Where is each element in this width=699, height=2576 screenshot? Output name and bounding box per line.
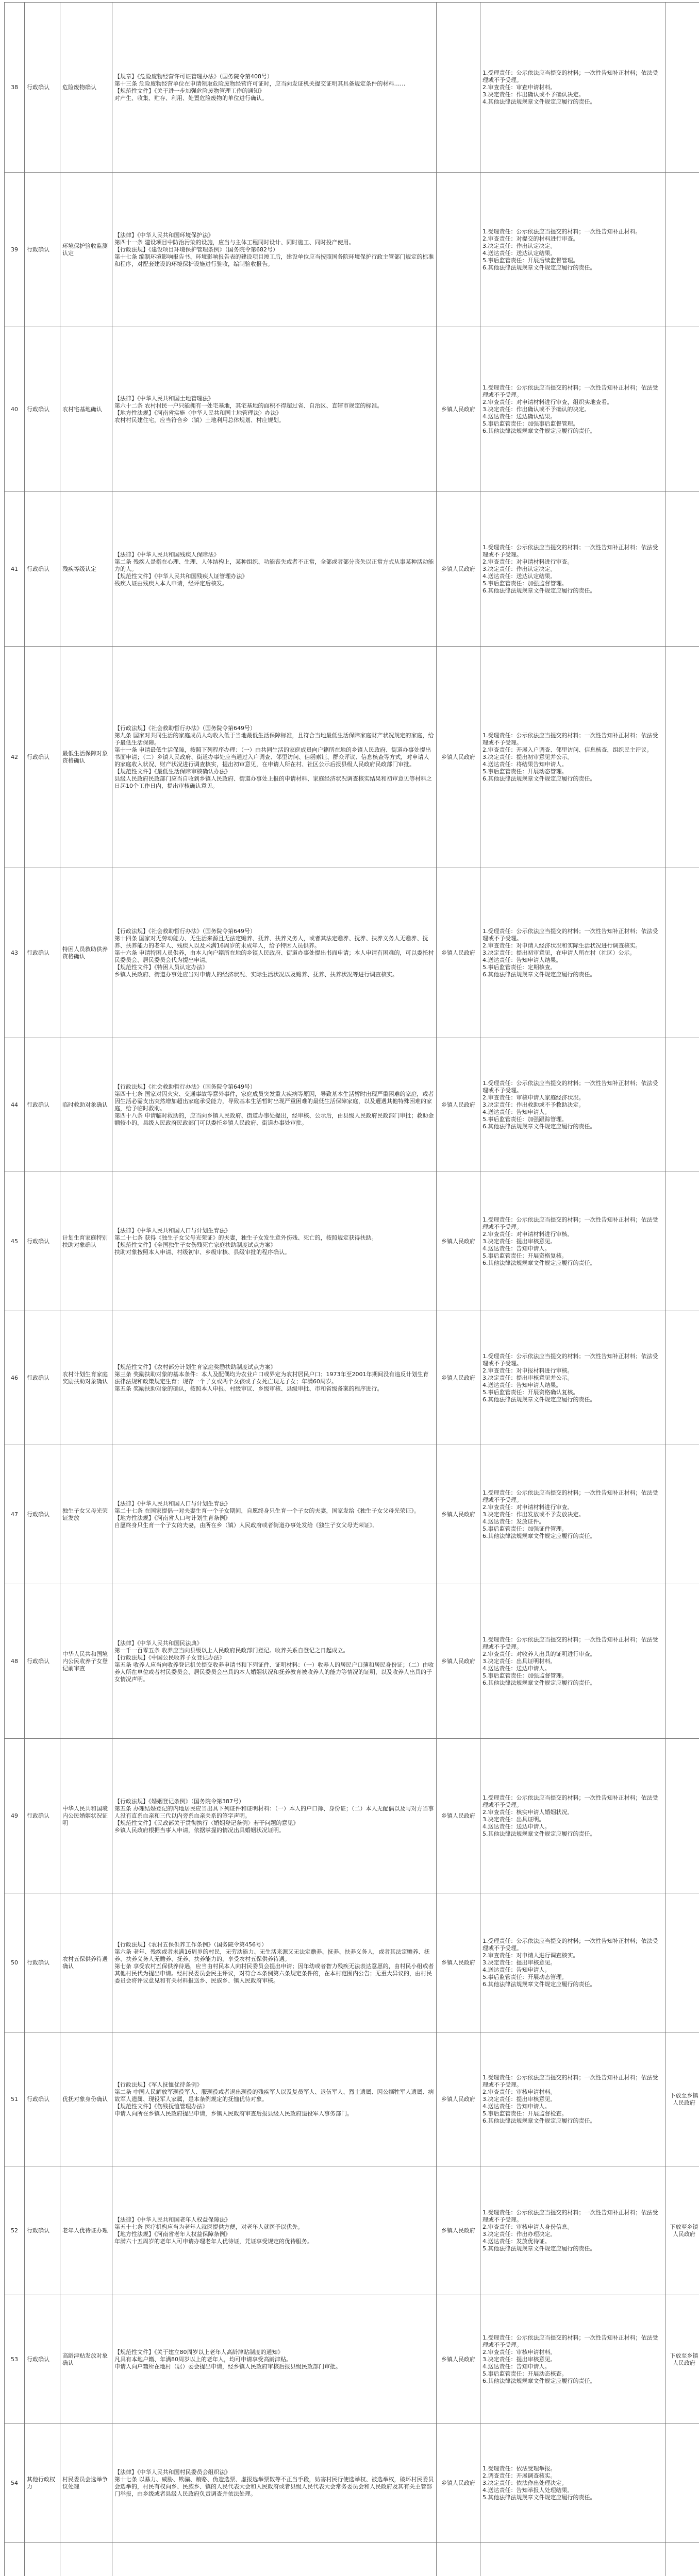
responsibility-cell	[480, 2166, 665, 2295]
row-number	[5, 173, 25, 327]
row-number-text: 54	[11, 2479, 18, 2486]
legal-basis-cell	[112, 868, 437, 1038]
responsibility-cell	[480, 2424, 665, 2543]
legal-basis-cell	[112, 1584, 437, 1739]
item-name-cell	[60, 1893, 112, 2032]
category-cell	[25, 1311, 60, 1445]
row-number	[5, 647, 25, 868]
row-number	[5, 1311, 25, 1445]
responsibility-cell	[480, 2032, 665, 2166]
implementing-body-cell	[437, 2295, 480, 2424]
category-cell-text: 其他行政权力	[27, 2476, 55, 2490]
item-name-cell	[60, 1311, 112, 1445]
item-name-cell-text: 计划生育家庭特别扶助对象确认	[62, 1234, 108, 1248]
responsibility-cell	[480, 1172, 665, 1311]
item-name-cell	[60, 3, 112, 173]
category-cell-text: 行政确认	[27, 1101, 49, 1108]
item-name-cell-text: 危险废物确认	[62, 83, 96, 91]
table-row	[5, 1038, 699, 1172]
category-cell	[25, 647, 60, 868]
legal-basis-cell	[112, 2424, 437, 2543]
table-row	[5, 3, 699, 173]
implementing-body-cell-text: 乡镇人民政府	[441, 1101, 475, 1108]
category-cell	[25, 3, 60, 173]
item-name-cell-text: 老年人优待证办理	[62, 2227, 108, 2234]
category-cell-text: 行政确认	[27, 753, 49, 760]
legal-basis-cell	[112, 492, 437, 647]
row-number	[5, 3, 25, 173]
table-row	[5, 2032, 699, 2166]
item-name-cell-text: 中华人民共和国境内公民婚姻状况证明	[62, 1805, 108, 1826]
responsibility-cell	[480, 1311, 665, 1445]
legal-basis-cell	[112, 1893, 437, 2032]
legal-basis-cell-text: 【行政法规】《社会救助暂行办法》（国务院令第649号） 第四十七条 国家对因火灾、交通事故等意外事件，家庭成员突发重大疾病等原因，导致基本生活暂时出现严重困难的家庭，或者因生活必需支出突然增加超出家庭承受能力，导致基本生活暂时出现严重困难的最低生活保障家庭，以及遭遇其他特殊困难的家庭，给予临时救助。 第四十八条 申请临时救助的，应当向乡镇人民政府、街道办事处提出，经审核、公示后，由县级人民政府民政部门审批；救助金额较小的，县级人民政府民政部门可以委托乡镇人民政府、街道办事处审批。	[114, 1083, 434, 1126]
row-number	[5, 327, 25, 492]
legal-basis-cell	[112, 1445, 437, 1584]
implementing-body-cell	[437, 1584, 480, 1739]
category-cell-text: 行政确认	[27, 2355, 49, 2363]
responsibility-cell-text: 1.受理责任：公示依法应当提交的材料；一次性告知补正材料；依法受理或不予受理。 2.审查责任：对申请材料进行审查，组织实地查看。 3.决定责任：作出确认或不予确认的决定。 4.送达责任：送达确认结果。 5.事后监管责任：加强事后监督管理。 6.其他法律法规规章文件规定应履行的责任。	[482, 384, 658, 434]
item-name-cell	[60, 173, 112, 327]
remark-cell	[665, 2032, 699, 2166]
item-name-cell	[60, 1038, 112, 1172]
row-number-text: 53	[11, 2355, 18, 2363]
implementing-body-cell	[437, 492, 480, 647]
legal-basis-cell	[112, 173, 437, 327]
responsibility-cell	[480, 1038, 665, 1172]
power-list-table	[4, 2, 699, 2576]
category-cell	[25, 2295, 60, 2424]
item-name-cell	[60, 1445, 112, 1584]
implementing-body-cell	[437, 173, 480, 327]
row-number-text: 41	[11, 565, 18, 572]
item-name-cell	[60, 647, 112, 868]
category-cell-text: 行政确认	[27, 2227, 49, 2234]
implementing-body-cell	[437, 2166, 480, 2295]
responsibility-cell	[480, 3, 665, 173]
implementing-body-cell-text: 乡镇人民政府	[441, 1959, 475, 1966]
responsibility-cell-text: 1.受理责任：公示依法应当提交的材料；一次性告知补正材料；依法受理或不予受理。 2.审查责任：审查申请材料。 3.决定责任：作出确认或不予确认决定。 4.其他法律法规规章文件规定应履行的责任。	[482, 69, 658, 105]
implementing-body-cell	[437, 1172, 480, 1311]
legal-basis-cell-text: 【法律】《中华人民共和国残疾人保障法》 第二条 残疾人是指在心理、生理、人体结构上，某种组织、功能丧失或者不正常，全部或者部分丧失以正常方式从事某种活动能力的人。 【规范性文件】《中华人民共和国残疾人证管理办法》 残疾人证由残疾人本人申请，经评定后核发。	[114, 551, 434, 587]
category-cell-text: 行政确认	[27, 1657, 49, 1665]
remark-cell-text: 下放至乡镇人民政府	[670, 2352, 698, 2366]
row-number	[5, 868, 25, 1038]
remark-cell	[665, 327, 699, 492]
category-cell	[25, 1172, 60, 1311]
table-row	[5, 1311, 699, 1445]
implementing-body-cell-text: 乡镇人民政府	[441, 405, 475, 413]
responsibility-cell	[480, 868, 665, 1038]
implementing-body-cell	[437, 1038, 480, 1172]
responsibility-cell-text: 1.受理责任：公示依法应当提交的材料；一次性告知补正材料；依法受理或不予受理。 2.审查责任：审核申请人家庭经济状况。 3.决定责任：作出救助或不予救助决定。 4.送达责任：告知申请人。 5.事后监管责任：加强跟踪管理。 6.其他法律法规规章文件规定应履行的责任。	[482, 1079, 658, 1130]
implementing-body-cell-text: 乡镇人民政府	[441, 2227, 475, 2234]
responsibility-cell-text: 1.受理责任：公示依法应当提交的材料；一次性告知补正材料；依法受理或不予受理。 2.审查责任：核实申请人婚姻状况。 3.决定责任：出具证明。 4.送达责任：送达申请人。 5.其他法律法规规章文件规定应履行的责任。	[482, 1794, 658, 1837]
remark-cell	[665, 2543, 699, 2576]
legal-basis-cell-text: 【法律】《中华人民共和国人口与计划生育法》 第二十七条 在国家提倡一对夫妻生育一个子女期间，自愿终身只生育一个子女的夫妻，国家发给《独生子女父母光荣证》。 【地方性法规】《河南省人口与计划生育条例》 自愿终身只生育一个子女的夫妻，由所在乡（镇）人民政府或者街道办事处发给《独生子女父母光荣证》。	[114, 1500, 420, 1529]
implementing-body-cell	[437, 1445, 480, 1584]
category-cell	[25, 2424, 60, 2543]
implementing-body-cell	[437, 2543, 480, 2576]
category-cell	[25, 2543, 60, 2576]
remark-cell-text: 下放至乡镇人民政府	[670, 2223, 698, 2238]
responsibility-cell-text: 1.受理责任：公示依法应当提交的材料；一次性告知补正材料；依法受理或不予受理。 2.审查责任：审核申请材料。 3.决定责任：提出审核意见。 4.送达责任：告知申请人。 5.事后监管责任：开展动态核查。 6.其他法律法规规章文件规定应履行的责任。	[482, 2334, 658, 2384]
table-row	[5, 2295, 699, 2424]
responsibility-cell	[480, 327, 665, 492]
table-row	[5, 327, 699, 492]
implementing-body-cell	[437, 1739, 480, 1893]
implementing-body-cell-text: 乡镇人民政府	[441, 1238, 475, 1245]
legal-basis-cell-text: 【法律】《中华人民共和国民法典》 第一千一百零五条 收养应当向县级以上人民政府民政部门登记。收养关系自登记之日起成立。 【行政法规】《中国公民收养子女登记办法》 第五条 收养人应当向收养登记机关提交收养申请书和下列证件、证明材料：（一）收养人的居民户口簿和居民身份证；（二）由收养人所在单位或者村民委员会、居民委员会出具的本人婚姻状况和抚养教育被收养人的能力等情况的证明，以及收养人出具的子女情况声明。	[114, 1639, 434, 1683]
responsibility-cell-text: 1.受理责任：公示依法应当提交的材料；一次性告知补正材料。 2.审查责任：对提交的材料进行审查。 3.决定责任：作出认定决定。 4.送达责任：送达认定结果。 5.事后监管责任：开展后续监督管理。 6.其他法律法规规章文件规定应履行的责任。	[482, 228, 641, 271]
legal-basis-cell	[112, 3, 437, 173]
remark-cell	[665, 1893, 699, 2032]
category-cell	[25, 492, 60, 647]
table-row	[5, 1172, 699, 1311]
remark-cell	[665, 173, 699, 327]
category-cell	[25, 173, 60, 327]
implementing-body-cell-text: 乡镇人民政府	[441, 753, 475, 760]
item-name-cell-text: 中华人民共和国境内公民收养子女登记前审查	[62, 1650, 108, 1672]
item-name-cell-text: 临时救助对象确认	[62, 1101, 108, 1108]
responsibility-cell-text: 1.受理责任：公示依法应当提交的材料；一次性告知补正材料；依法受理或不予受理。 2.审查责任：对申请人进行调查核实。 3.决定责任：提出审核意见。 4.送达责任：告知申请人。 5.事后监管责任：开展动态管理。 6.其他法律法规规章文件规定应履行的责任。	[482, 1937, 658, 1988]
remark-cell	[665, 1584, 699, 1739]
category-cell-text: 行政确认	[27, 2095, 49, 2103]
legal-basis-cell-text: 【行政法规】《农村五保供养工作条例》（国务院令第456号） 第六条 老年、残疾或者未满16周岁的村民，无劳动能力、无生活来源又无法定赡养、抚养、扶养义务人，或者其法定赡养、抚养、扶养义务人无赡养、抚养、扶养能力的，享受农村五保供养待遇。 第七条 享受农村五保供养待遇，应当由村民本人向村民委员会提出申请；因年幼或者智力残疾无法表达意愿的，由村民小组或者其他村民代为提出申请。经村民委员会民主评议，对符合本条例第六条规定条件的，在本村范围内公告；无重大异议的，由村民委员会将评议意见和有关材料报送乡、民族乡、镇人民政府审核。	[114, 1941, 434, 1984]
item-name-cell	[60, 1739, 112, 1893]
category-cell	[25, 1445, 60, 1584]
remark-cell	[665, 1311, 699, 1445]
row-number	[5, 1172, 25, 1311]
row-number	[5, 2166, 25, 2295]
row-number-text: 52	[11, 2227, 18, 2234]
row-number-text: 44	[11, 1101, 18, 1108]
table-body	[5, 3, 699, 2576]
legal-basis-cell	[112, 2166, 437, 2295]
table-row	[5, 2424, 699, 2543]
responsibility-cell	[480, 1893, 665, 2032]
implementing-body-cell	[437, 1311, 480, 1445]
legal-basis-cell-text: 【法律】《中华人民共和国村民委员会组织法》 第十七条 以暴力、威胁、欺骗、贿赂、伪造选票、虚报选举票数等不正当手段，妨害村民行使选举权、被选举权，破坏村民委员会选举的，村民有权向乡、民族乡、镇的人民代表大会和人民政府或者县级人民代表大会常务委员会和人民政府及其有关主管部门举报，由乡级或者县级人民政府负责调查并依法处理。	[114, 2468, 434, 2497]
responsibility-cell	[480, 2295, 665, 2424]
responsibility-cell-text: 1.受理责任：公示依法应当提交的材料；一次性告知补正材料；依法受理或不予受理。 2.审查责任：对收养人出具的证明进行审查。 3.决定责任：出具证明材料。 4.送达责任：送达申请人。 5.事后监管责任：加强监督管理。 6.其他法律法规规章文件规定应履行的责任。	[482, 1636, 658, 1686]
legal-basis-cell-text: 【法律】《中华人民共和国环境保护法》 第四十一条 建设项目中防治污染的设施，应当与主体工程同时设计、同时施工、同时投产使用。 【行政法规】《建设项目环境保护管理条例》（国务院令第682号） 第十七条 编制环境影响报告书、环境影响报告表的建设项目竣工后，建设单位应当按照国务院环境保护行政主管部门规定的标准和程序，对配套建设的环境保护设施进行验收，编制验收报告。	[114, 231, 434, 267]
responsibility-cell	[480, 1739, 665, 1893]
category-cell	[25, 327, 60, 492]
legal-basis-cell	[112, 2543, 437, 2576]
responsibility-cell-text: 1.受理责任：公示依法应当提交的材料；一次性告知补正材料；依法受理或不予受理。 2.审查责任：审核申请人身份信息。 3.决定责任：作出办理决定。 4.送达责任：发放优待证。 5.其他法律法规规章文件规定应履行的责任。	[482, 2209, 658, 2252]
item-name-cell-text: 环境保护验收监测认定	[62, 242, 108, 257]
category-cell-text: 行政确认	[27, 1959, 49, 1966]
implementing-body-cell	[437, 647, 480, 868]
category-cell-text: 行政确认	[27, 949, 49, 956]
legal-basis-cell-text: 【规范性文件】《农村部分计划生育家庭奖励扶助制度试点方案》 第三条 奖励扶助对象的基本条件：本人及配偶均为农业户口或界定为农村居民户口；1973年至2001年期间没有违反计划生育法律法规和政策规定生育；现存一个子女或两个女孩或子女死亡现无子女；年满60周岁。 第五条 奖励扶助对象的确认，按照本人申报、村级审议、乡级审核、县级审批、市和省级备案的程序进行。	[114, 1363, 429, 1392]
implementing-body-cell-text: 乡镇人民政府	[441, 565, 475, 572]
responsibility-cell-text: 1.受理责任：依法受理举报。 2.调查责任：开展调查核实。 3.决定责任：依法作出处理决定。 4.送达责任：告知举报人处理结果。 5.其他法律法规规章文件规定应履行的责任。	[482, 2465, 596, 2501]
implementing-body-cell-text: 乡镇人民政府	[441, 1511, 475, 1518]
remark-cell	[665, 2295, 699, 2424]
item-name-cell-text: 农村五保供养待遇确认	[62, 1955, 108, 1970]
remark-cell	[665, 1445, 699, 1584]
legal-basis-cell	[112, 2032, 437, 2166]
table-row	[5, 647, 699, 868]
item-name-cell	[60, 492, 112, 647]
row-number-text: 48	[11, 1657, 18, 1665]
item-name-cell	[60, 2543, 112, 2576]
legal-basis-cell-text: 【法律】《中华人民共和国老年人权益保障法》 第五十七条 医疗机构应当为老年人就医提供方便，对老年人就医予以优先。 【地方性法规】《河南省老年人权益保障条例》 年满六十五周岁的老年人可申请办理老年人优待证，凭证享受规定的优待服务。	[114, 2216, 313, 2245]
legal-basis-cell	[112, 1172, 437, 1311]
item-name-cell-text: 最低生活保障对象资格确认	[62, 750, 108, 764]
category-cell-text: 行政确认	[27, 1374, 49, 1381]
category-cell	[25, 1739, 60, 1893]
responsibility-cell	[480, 492, 665, 647]
responsibility-cell	[480, 173, 665, 327]
row-number	[5, 2543, 25, 2576]
row-number-text: 51	[11, 2095, 18, 2103]
row-number	[5, 492, 25, 647]
responsibility-cell-text: 1.受理责任：公示依法应当提交的材料；一次性告知补正材料；依法受理或不予受理。 2.审查责任：对申报材料进行审核。 3.决定责任：提出审核意见并公示。 4.送达责任：告知申请人结果。 5.事后监管责任：开展资格确认复核。 6.其他法律法规规章文件规定应履行的责任。	[482, 1352, 658, 1403]
row-number-text: 39	[11, 246, 18, 253]
row-number	[5, 2424, 25, 2543]
legal-basis-cell	[112, 2295, 437, 2424]
category-cell	[25, 2032, 60, 2166]
implementing-body-cell-text: 乡镇人民政府	[441, 2095, 475, 2103]
item-name-cell-text: 独生子女父母光荣证发放	[62, 1507, 108, 1521]
item-name-cell-text: 高龄津贴发放对象确认	[62, 2352, 108, 2366]
implementing-body-cell-text: 乡镇人民政府	[441, 1812, 475, 1819]
implementing-body-cell	[437, 1893, 480, 2032]
category-cell	[25, 1038, 60, 1172]
row-number-text: 40	[11, 405, 18, 413]
item-name-cell	[60, 327, 112, 492]
table-row	[5, 1445, 699, 1584]
remark-cell	[665, 3, 699, 173]
table-row	[5, 2543, 699, 2576]
category-cell-text: 行政确认	[27, 1511, 49, 1518]
remark-cell	[665, 647, 699, 868]
item-name-cell-text: 特困人员救助供养资格确认	[62, 945, 108, 960]
table-row	[5, 1739, 699, 1893]
legal-basis-cell-text: 【规章】《危险废物经营许可证管理办法》（国务院令第408号） 第十三条 危险废物经营单位在申请领取危险废物经营许可证时，应当向发证机关提交证明其具备规定条件的材料…… 【规范性文件】《关于进一步加强危险废物管理工作的通知》 对产生、收集、贮存、利用、处置危险废物的单位进行确认。	[114, 73, 406, 101]
remark-cell	[665, 492, 699, 647]
item-name-cell	[60, 2032, 112, 2166]
responsibility-cell-text: 1.受理责任：公示依法应当提交的材料；一次性告知补正材料；依法受理或不予受理。 2.审查责任：对申请材料进行审查。 3.决定责任：作出认定决定。 4.送达责任：送达认定结果。 5.事后监管责任：加强监督管理。 6.其他法律法规规章文件规定应履行的责任。	[482, 544, 658, 594]
category-cell	[25, 1893, 60, 2032]
row-number-text: 38	[11, 83, 18, 91]
legal-basis-cell-text: 【行政法规】《社会救助暂行办法》（国务院令第649号） 第十四条 国家对无劳动能力、无生活来源且无法定赡养、抚养、扶养义务人，或者其法定赡养、抚养、扶养义务人无赡养、抚养、扶养能力的老年人、残疾人以及未满16周岁的未成年人，给予特困人员供养。 第十六条 申请特困人员供养，由本人向户籍所在地的乡镇人民政府、街道办事处提出书面申请；本人申请有困难的，可以委托村民委员会、居民委员会代为提出申请。 【规范性文件】《特困人员认定办法》 乡镇人民政府、街道办事处应当对申请人的经济状况、实际生活状况以及赡养、抚养、扶养状况等进行调查核实。	[114, 927, 434, 978]
remark-cell	[665, 868, 699, 1038]
responsibility-cell-text: 1.受理责任：公示依法应当提交的材料；一次性告知补正材料；依法受理或不予受理。 2.审查责任：开展入户调查、邻里访问、信息核查，组织民主评议。 3.决定责任：提出初审意见并公示。 4.送达责任：将结果告知申请人。 5.事后监管责任：开展动态管理。 6.其他法律法规规章文件规定应履行的责任。	[482, 732, 658, 782]
implementing-body-cell	[437, 2424, 480, 2543]
legal-basis-cell-text: 【规范性文件】《关于建立80周岁以上老年人高龄津贴制度的通知》 凡具有本地户籍、年满80周岁以上的老年人，均可申请享受高龄津贴。 申请人向户籍所在地村（居）委会提出申请，经乡镇人民政府审核后报县级民政部门审批。	[114, 2348, 341, 2370]
responsibility-cell	[480, 647, 665, 868]
legal-basis-cell-text: 【行政法规】《社会救助暂行办法》（国务院令第649号） 第九条 国家对共同生活的家庭成员人均收入低于当地最低生活保障标准，且符合当地最低生活保障家庭财产状况规定的家庭，给予最低生活保障。 第十一条 申请最低生活保障，按照下列程序办理：（一）由共同生活的家庭成员向户籍所在地的乡镇人民政府、街道办事处提出书面申请；（二）乡镇人民政府、街道办事处应当通过入户调查、邻里访问、信函索证、群众评议、信息核查等方式，对申请人的家庭收入状况、财产状况进行调查核实，提出初审意见，在申请人所在村、社区公示后报县级人民政府民政部门审批。 【规范性文件】《最低生活保障审核确认办法》 县级人民政府民政部门应当自收到乡镇人民政府、街道办事处上报的申请材料、家庭经济状况调查核实结果和初审意见等材料之日起10个工作日内，提出审核确认意见。	[114, 724, 434, 789]
implementing-body-cell	[437, 3, 480, 173]
item-name-cell	[60, 1172, 112, 1311]
row-number	[5, 1893, 25, 2032]
implementing-body-cell	[437, 327, 480, 492]
legal-basis-cell	[112, 1311, 437, 1445]
legal-basis-cell	[112, 1739, 437, 1893]
remark-cell	[665, 1172, 699, 1311]
row-number	[5, 1584, 25, 1739]
remark-cell	[665, 2424, 699, 2543]
row-number-text: 50	[11, 1959, 18, 1966]
item-name-cell	[60, 2166, 112, 2295]
row-number	[5, 2032, 25, 2166]
row-number	[5, 2295, 25, 2424]
responsibility-cell-text: 1.受理责任：公示依法应当提交的材料；一次性告知补正材料；依法受理或不予受理。 2.审查责任：对申请材料进行审核。 3.决定责任：提出审核意见。 4.送达责任：告知申请人。 5.事后监管责任：开展资格复核。 6.其他法律法规规章文件规定应履行的责任。	[482, 1216, 658, 1266]
row-number-text: 46	[11, 1374, 18, 1381]
category-cell-text: 行政确认	[27, 1238, 49, 1245]
category-cell	[25, 2166, 60, 2295]
item-name-cell-text: 农村计划生育家庭奖励扶助对象确认	[62, 1370, 108, 1385]
table-row	[5, 173, 699, 327]
category-cell	[25, 1584, 60, 1739]
responsibility-cell	[480, 2543, 665, 2576]
remark-cell-text: 下放至乡镇人民政府	[670, 2092, 698, 2106]
row-number-text: 43	[11, 949, 18, 956]
remark-cell	[665, 1739, 699, 1893]
implementing-body-cell	[437, 868, 480, 1038]
table-row	[5, 2166, 699, 2295]
legal-basis-cell-text: 【行政法规】《军人抚恤优待条例》 第二条 中国人民解放军现役军人、服现役或者退出现役的残疾军人以及复员军人、退伍军人、烈士遗属、因公牺牲军人遗属、病故军人遗属、现役军人家属，是本条例规定的抚恤优待对象。 【规范性文件】《伤残抚恤管理办法》 申请人向所在乡镇人民政府提出申请，乡镇人民政府审查后报县级人民政府退役军人事务部门。	[114, 2081, 434, 2117]
legal-basis-cell-text: 【法律】《中华人民共和国土地管理法》 第六十二条 农村村民一户只能拥有一处宅基地，其宅基地的面积不得超过省、自治区、直辖市规定的标准。 【地方性法规】《河南省实施〈中华人民共和国土地管理法〉办法》 农村村民建住宅，应当符合乡（镇）土地利用总体规划、村庄规划。	[114, 395, 383, 423]
remark-cell	[665, 2166, 699, 2295]
row-number-text: 42	[11, 753, 18, 760]
legal-basis-cell-text: 【法律】《中华人民共和国人口与计划生育法》 第二十七条 获得《独生子女父母光荣证》的夫妻，独生子女发生意外伤残、死亡的，按照规定获得扶助。 【规范性文件】《全国独生子女伤残死亡家庭扶助制度试点方案》 扶助对象按照本人申请、村级初审、乡级审核、县级审批的程序确认。	[114, 1227, 377, 1256]
category-cell-text: 行政确认	[27, 405, 49, 413]
table-row	[5, 492, 699, 647]
item-name-cell-text: 优抚对象身份确认	[62, 2095, 108, 2103]
item-name-cell	[60, 2295, 112, 2424]
legal-basis-cell	[112, 1038, 437, 1172]
item-name-cell-text: 残疾等级认定	[62, 565, 96, 572]
category-cell-text: 行政确认	[27, 1812, 49, 1819]
legal-basis-cell	[112, 327, 437, 492]
legal-basis-cell-text: 【行政法规】《婚姻登记条例》（国务院令第387号） 第五条 办理结婚登记的内地居民应当出具下列证件和证明材料：（一）本人的户口簿、身份证；（二）本人无配偶以及与对方当事人没有直系血亲和三代以内旁系血亲关系的签字声明。 【规范性文件】《民政部关于贯彻执行〈婚姻登记条例〉若干问题的意见》 乡镇人民政府根据当事人申请，依据掌握的情况出具婚姻状况证明。	[114, 1798, 434, 1834]
responsibility-cell	[480, 1445, 665, 1584]
category-cell-text: 行政确认	[27, 83, 49, 91]
item-name-cell-text: 农村宅基地确认	[62, 405, 102, 413]
table-row	[5, 868, 699, 1038]
row-number-text: 49	[11, 1812, 18, 1819]
row-number	[5, 1038, 25, 1172]
item-name-cell	[60, 2424, 112, 2543]
remark-cell	[665, 1038, 699, 1172]
category-cell-text: 行政确认	[27, 565, 49, 572]
responsibility-cell	[480, 1584, 665, 1739]
row-number	[5, 1739, 25, 1893]
legal-basis-cell	[112, 647, 437, 868]
row-number-text: 45	[11, 1238, 18, 1245]
row-number-text: 47	[11, 1511, 18, 1518]
table-row	[5, 1893, 699, 2032]
responsibility-cell-text: 1.受理责任：公示依法应当提交的材料；一次性告知补正材料；依法受理或不予受理。 2.审查责任：对申请人经济状况和实际生活状况进行调查核实。 3.决定责任：提出初审意见，在申请人所在村（社区）公示。 4.送达责任：告知申请人结果。 5.事后监管责任：定期核查。 6.其他法律法规规章文件规定应履行的责任。	[482, 927, 658, 978]
table-row	[5, 1584, 699, 1739]
item-name-cell	[60, 1584, 112, 1739]
implementing-body-cell	[437, 2032, 480, 2166]
responsibility-cell-text: 1.受理责任：公示依法应当提交的材料；一次性告知补正材料；依法受理或不予受理。 2.审查责任：对申请材料进行审查。 3.决定责任：作出发放或不予发放决定。 4.送达责任：发放证件。 5.事后监管责任：加强证件管理。 6.其他法律法规规章文件规定应履行的责任。	[482, 1489, 658, 1539]
implementing-body-cell-text: 乡镇人民政府	[441, 2479, 475, 2486]
item-name-cell	[60, 868, 112, 1038]
row-number	[5, 1445, 25, 1584]
category-cell-text: 行政确认	[27, 246, 49, 253]
implementing-body-cell-text: 乡镇人民政府	[441, 2355, 475, 2363]
implementing-body-cell-text: 乡镇人民政府	[441, 1657, 475, 1665]
category-cell	[25, 868, 60, 1038]
implementing-body-cell-text: 乡镇人民政府	[441, 1374, 475, 1381]
implementing-body-cell-text: 乡镇人民政府	[441, 949, 475, 956]
responsibility-cell-text: 1.受理责任：公示依法应当提交的材料；一次性告知补正材料；依法受理或不予受理。 2.审查责任：审核申请材料。 3.决定责任：提出审核意见。 4.送达责任：告知申请人。 5.事后监管责任：开展监督检查。 6.其他法律法规规章文件规定应履行的责任。	[482, 2074, 658, 2124]
item-name-cell-text: 村民委员会选举争议处理	[62, 2476, 108, 2490]
